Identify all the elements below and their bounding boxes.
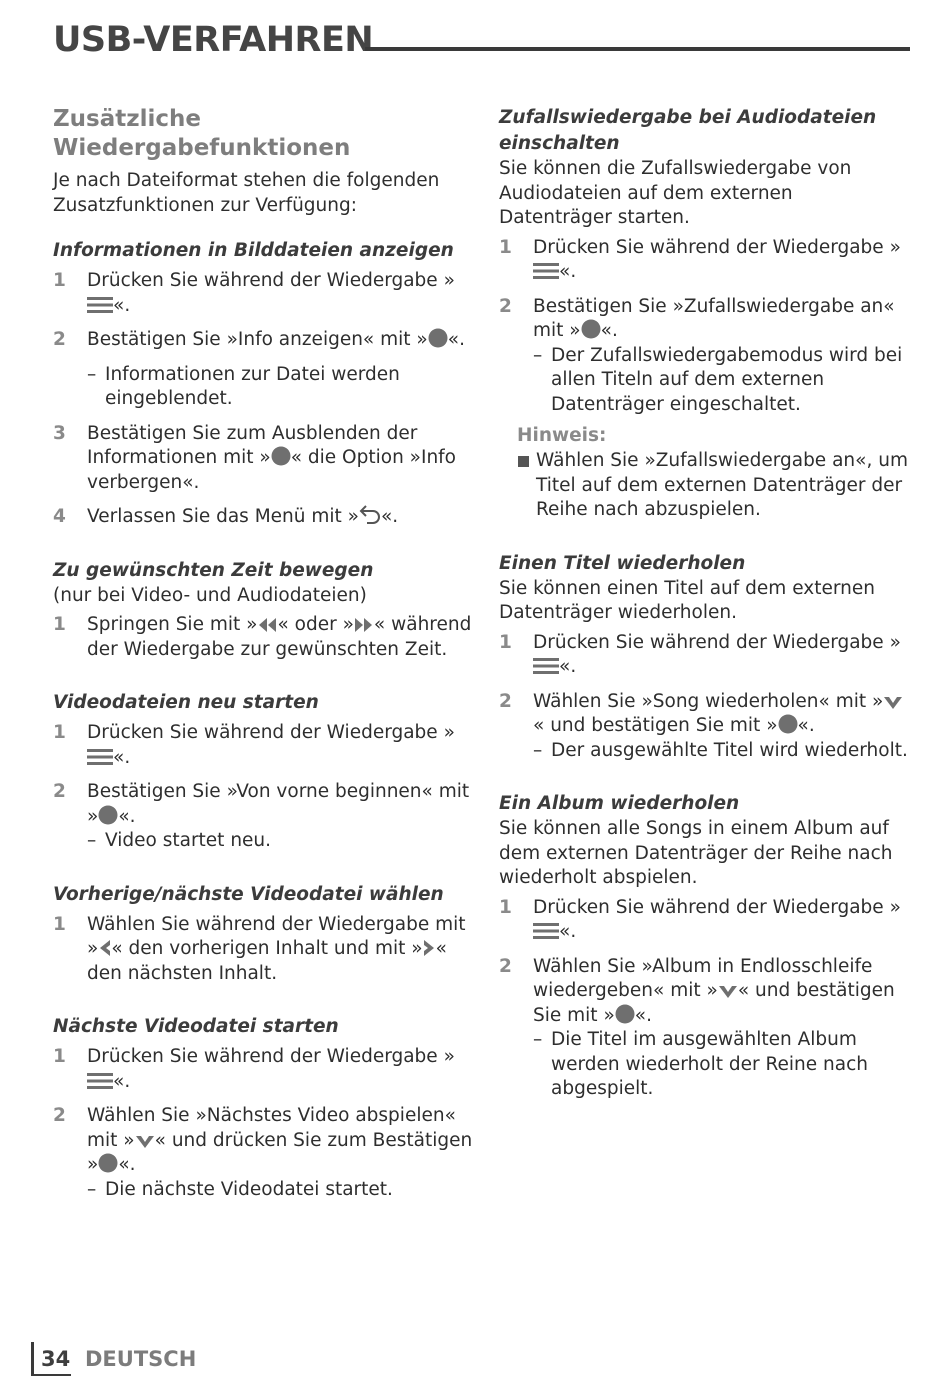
ok-button-icon: [615, 1004, 635, 1024]
shuffle-intro: Sie können die Zufallswiedergabe von Audiodateien auf dem externen Datenträger starten.: [499, 158, 852, 228]
step-text: « den vorherigen Inhalt und mit »: [111, 938, 423, 959]
steps-image-info: [53, 269, 478, 530]
section-seek: [53, 558, 478, 663]
step: [53, 1104, 478, 1202]
step-text: « und bestätigen Sie mit »: [533, 980, 895, 1026]
step-text: Wählen Sie »Song wiederholen« mit »: [533, 690, 884, 712]
step-number: 2: [53, 1105, 66, 1126]
step-text: Drücken Sie während der Wiedergabe »: [533, 236, 901, 258]
steps-shuffle: [499, 236, 911, 418]
step-text: Springen Sie mit »: [87, 614, 258, 635]
step-text: Wählen Sie »Album in Endlosschleife wiedergeben« mit »: [533, 955, 873, 1001]
step: [499, 236, 911, 285]
step-number: 3: [53, 422, 66, 444]
steps-repeat-album: [499, 896, 911, 1102]
arrow-down-icon: [718, 985, 738, 999]
note-item: [517, 449, 911, 523]
section-repeat-title: [499, 551, 911, 764]
rewind-icon: [257, 617, 277, 633]
step-text: «.: [118, 1154, 136, 1175]
section-restart: [53, 690, 478, 854]
intro-text: Je nach Dateiformat stehen die folgenden Zusatzfunktionen zur Verfügung:: [53, 170, 440, 216]
ok-button-icon: [581, 319, 601, 339]
step: [499, 631, 911, 680]
page-header: [53, 18, 910, 62]
step-number: 1: [499, 236, 512, 258]
step: [499, 690, 911, 764]
note-box: [517, 423, 911, 523]
arrow-down-icon: [883, 696, 903, 710]
step-text-tail: «.: [118, 805, 136, 827]
step: [499, 896, 911, 945]
step-number: 4: [53, 506, 66, 527]
menu-icon: [87, 1072, 113, 1090]
step-number: 1: [499, 631, 512, 653]
step-text-tail: «.: [113, 746, 131, 768]
heading-prev-next: Vorherige/nächste Videodatei wählen: [53, 883, 444, 905]
section-prev-next: [53, 882, 478, 987]
page-number: 34: [41, 1347, 71, 1371]
step-text: Drücken Sie während der Wiedergabe »: [533, 631, 901, 653]
ok-button-icon: [98, 805, 118, 825]
heading-restart: Videodateien neu starten: [53, 692, 319, 713]
left-column: [53, 105, 478, 1230]
heading-seek: Zu gewünschten Zeit bewegen: [53, 559, 374, 581]
step-text: «.: [797, 715, 815, 736]
step: [499, 955, 911, 1102]
step-text: « den nächsten Inhalt.: [87, 938, 447, 984]
step-text: Bestätigen Sie zum Ausblenden der Informationen mit »: [87, 422, 418, 468]
heading-repeat-album: Ein Album wiederholen: [499, 793, 740, 814]
footer-language: DEUTSCH: [85, 1347, 197, 1371]
step-text: « und drücken Sie zum Bestätigen »: [87, 1129, 473, 1175]
step-text: Wählen Sie »Nächstes Video abspielen« mit »: [87, 1105, 456, 1151]
step-text-tail: «.: [113, 1070, 131, 1092]
section-additional-functions: [53, 105, 478, 530]
step-text-tail: «.: [113, 294, 131, 316]
heading-image-info: Informationen in Bilddateien anzeigen: [53, 240, 454, 261]
square-bullet-icon: [518, 456, 529, 467]
step-number: 1: [53, 913, 66, 935]
step-text: «.: [634, 1004, 652, 1026]
page-footer: [31, 1342, 331, 1376]
steps-repeat-title: [499, 631, 911, 764]
menu-icon: [533, 922, 559, 940]
menu-icon: [533, 262, 559, 280]
step-text-tail: « die Option »Info verbergen«.: [87, 447, 457, 493]
step: [53, 505, 478, 530]
result-text: Die nächste Videodatei startet.: [105, 1178, 393, 1200]
title-rule: [365, 47, 910, 51]
step-text: Bestätigen Sie »Info anzeigen« mit »: [87, 329, 428, 350]
menu-icon: [87, 296, 113, 314]
step-text: Drücken Sie während der Wiedergabe »: [533, 896, 901, 918]
step-text: Bestätigen Sie »Zufallswiedergabe an« mit »: [533, 295, 895, 341]
seek-note: (nur bei Video- und Audiodateien): [53, 584, 367, 606]
step-text: Drücken Sie während der Wiedergabe »: [87, 1046, 455, 1067]
step-text: Drücken Sie während der Wiedergabe »: [87, 270, 455, 291]
heading-repeat-title: Einen Titel wiederholen: [499, 552, 746, 574]
ok-button-icon: [271, 446, 291, 466]
step: [53, 721, 478, 770]
step: [53, 422, 478, 496]
step-text-tail: «.: [559, 656, 577, 677]
ok-button-icon: [778, 714, 798, 734]
page-title: USB-VERFAHREN: [53, 20, 374, 60]
result-text: Der Zufallswiedergabemodus wird bei allen Titeln auf dem externen Datenträger eingeschaltet.: [551, 344, 903, 415]
step-result: – Informationen zur Datei werden eingeblendet.: [87, 363, 400, 409]
step: [499, 295, 911, 418]
step-result: – Der Zufallswiedergabemodus wird bei allen Titeln auf dem externen Datenträger eingeschaltet.: [533, 344, 903, 415]
step-text-tail: «.: [559, 261, 577, 282]
back-icon: [359, 505, 381, 525]
step-number: 2: [53, 329, 66, 350]
result-text: Video startet neu.: [105, 830, 272, 851]
section-repeat-album: [499, 791, 911, 1102]
footer-bar: [31, 1342, 34, 1376]
step-result: – Die nächste Videodatei startet.: [87, 1178, 393, 1200]
arrow-down-icon: [135, 1135, 155, 1149]
step-text-tail: «.: [380, 506, 399, 527]
step-number: 1: [53, 270, 66, 291]
step-result: – Video startet neu.: [87, 830, 272, 851]
section-shuffle: [499, 105, 911, 523]
step-number: 2: [499, 295, 512, 317]
steps-restart: [53, 721, 478, 854]
steps-next-video: [53, 1045, 478, 1202]
ok-button-icon: [428, 328, 448, 348]
step-number: 2: [53, 781, 66, 802]
step-text-tail: «.: [447, 329, 465, 350]
menu-icon: [87, 748, 113, 766]
section-next-video: [53, 1014, 478, 1202]
step-result: – Der ausgewählte Titel wird wiederholt.: [533, 739, 908, 761]
step: [53, 780, 478, 854]
step-text: Verlassen Sie das Menü mit »: [87, 506, 359, 527]
step-number: 1: [53, 1046, 66, 1067]
step-number: 2: [499, 690, 512, 712]
result-text: Der ausgewählte Titel wird wiederholt.: [551, 739, 908, 761]
result-text: Informationen zur Datei werden eingeblendet.: [105, 363, 400, 409]
step-text-tail: «.: [559, 921, 577, 942]
step-number: 1: [499, 896, 512, 918]
footer-line: [31, 1374, 71, 1376]
arrow-left-icon: [98, 939, 111, 957]
repeat-title-intro: Sie können einen Titel auf dem externen Datenträger wiederholen.: [499, 577, 875, 623]
fast-forward-icon: [354, 617, 374, 633]
repeat-album-intro: Sie können alle Songs in einem Album auf dem externen Datenträger der Reihe nach wiederholt abspielen.: [499, 818, 893, 888]
heading-shuffle: Zufallswiedergabe bei Audiodateien einschalten: [499, 107, 877, 154]
step: [53, 613, 478, 662]
note-heading: Hinweis:: [517, 425, 607, 446]
arrow-right-icon: [423, 939, 436, 957]
steps-prev-next: [53, 913, 478, 987]
result-text: Die Titel im ausgewählten Album werden wiederholt der Reine nach abgespielt.: [551, 1029, 869, 1099]
heading-next-video: Nächste Videodatei starten: [53, 1016, 339, 1037]
right-column: [499, 105, 911, 1130]
step: [53, 328, 478, 353]
steps-seek: [53, 613, 478, 662]
step-number: 2: [499, 955, 512, 977]
step: [53, 1045, 478, 1094]
step-text-tail: «.: [600, 320, 618, 341]
step-text: « während der Wiedergabe zur gewünschten Zeit.: [87, 614, 472, 660]
step-text: « oder »: [277, 614, 354, 635]
step-number: 1: [53, 614, 66, 635]
step-text: « und bestätigen Sie mit »: [533, 715, 778, 736]
step-text: Drücken Sie während der Wiedergabe »: [87, 722, 455, 743]
menu-icon: [533, 657, 559, 675]
step-text: Bestätigen Sie »Von vorne beginnen« mit »: [87, 781, 470, 827]
note-text: Wählen Sie »Zufallswiedergabe an«, um Titel auf dem externen Datenträger der Reihe nach abzuspielen.: [536, 450, 908, 520]
step: [53, 913, 478, 987]
step-result: – Die Titel im ausgewählten Album werden wiederholt der Reine nach abgespielt.: [533, 1029, 869, 1099]
step-text: Wählen Sie während der Wiedergabe mit »: [87, 913, 466, 959]
step: [53, 269, 478, 318]
ok-button-icon: [98, 1153, 118, 1173]
step-number: 1: [53, 722, 66, 743]
section-heading: Zusätzliche Wiedergabefunktionen: [53, 106, 351, 161]
